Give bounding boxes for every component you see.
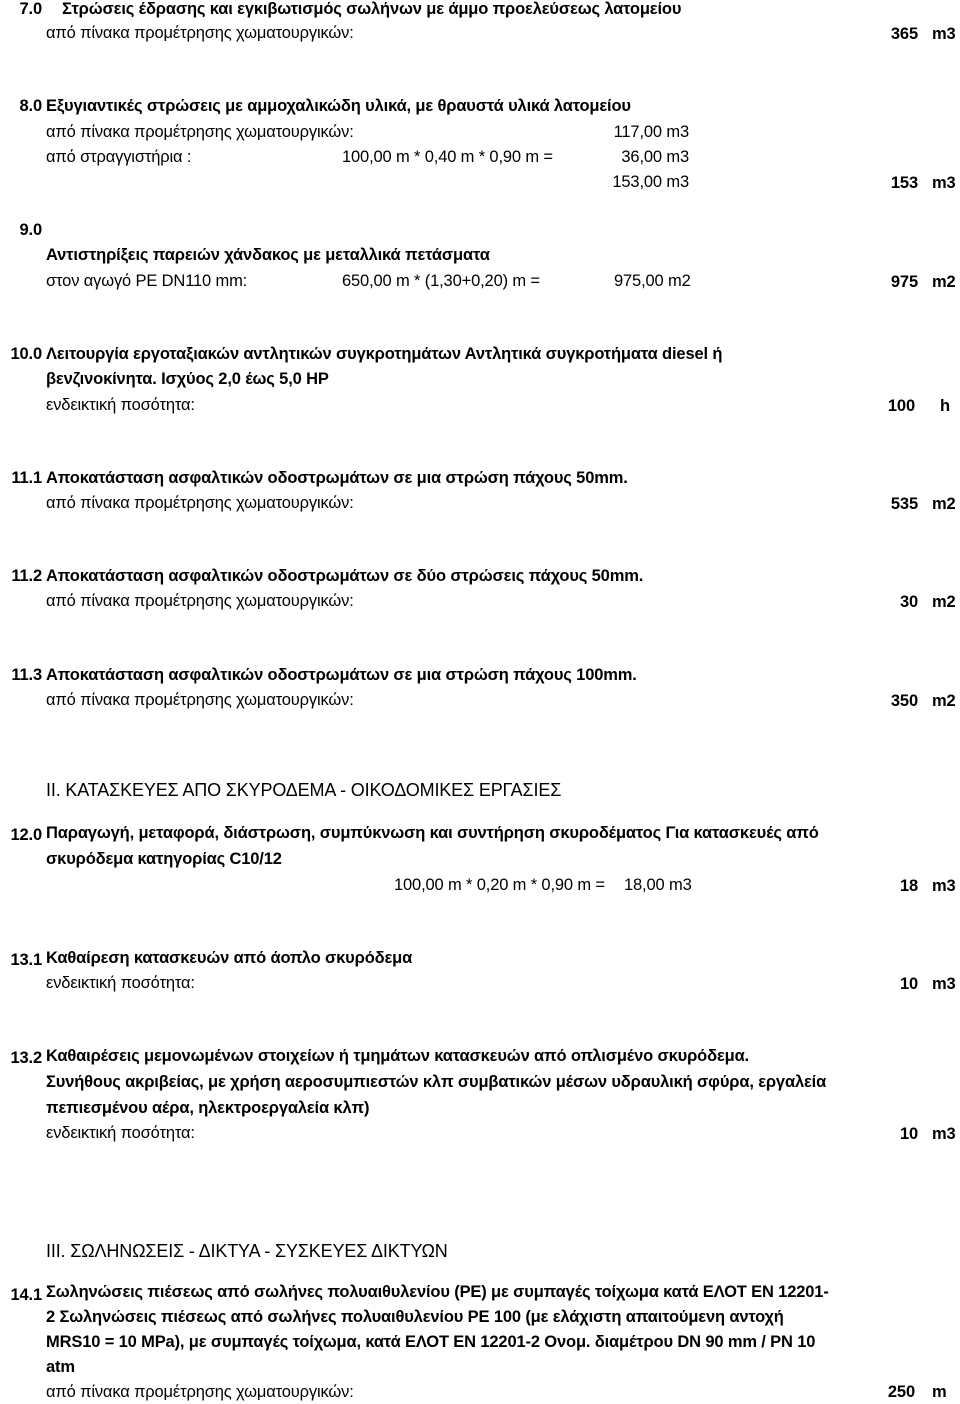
- item-title-line: atm: [46, 1358, 75, 1376]
- item-number: 11.1: [11, 469, 42, 487]
- item-detail: από πίνακα προμέτρησης χωματουργικών:: [46, 592, 354, 610]
- item-number: 12.0: [10, 826, 42, 844]
- item-detail: από πίνακα προμέτρησης χωματουργικών:: [46, 1383, 354, 1401]
- item-quantity: 100: [887, 397, 915, 415]
- calc-label: από στραγγιστήρια :: [46, 148, 192, 166]
- item-title-line: βενζινοκίνητα. Ισχύος 2,0 έως 5,0 HP: [46, 370, 329, 388]
- item-detail: ενδεικτική ποσότητα:: [46, 396, 195, 414]
- item-detail: στον αγωγό PE DN110 mm:: [46, 272, 248, 290]
- item-unit: m3: [932, 877, 956, 895]
- item-title: Αντιστηρίξεις παρειών χάνδακος με μεταλλικά πετάσματα: [46, 246, 490, 264]
- calc-value: 975,00 m2: [614, 272, 691, 290]
- item-unit: h: [940, 397, 950, 415]
- item-quantity: 10: [899, 975, 918, 993]
- calc-label: από πίνακα προμέτρησης χωματουργικών:: [46, 123, 354, 141]
- item-number: 14.1: [10, 1286, 42, 1304]
- item-title-line: Σωληνώσεις πιέσεως από σωλήνες πολυαιθυλενίου (PE) με συμπαγές τοίχωμα κατά ΕΛΟΤ ΕΝ 12201-: [46, 1283, 829, 1301]
- item-detail: από πίνακα προμέτρησης χωματουργικών:: [46, 691, 354, 709]
- calc-value: 18,00 m3: [624, 876, 692, 894]
- item-title: Εξυγιαντικές στρώσεις με αμμοχαλικώδη υλικά, με θραυστά υλικά λατομείου: [46, 97, 631, 115]
- item-quantity: 365: [890, 25, 918, 43]
- item-number: 7.0: [19, 0, 42, 18]
- item-title-line: 2 Σωληνώσεις πιέσεως από σωλήνες πολυαιθυλενίου PE 100 (με ελάχιστη απαιτούμενη αντοχή: [46, 1308, 784, 1326]
- item-number: 9.0: [19, 221, 42, 239]
- item-number: 11.3: [11, 666, 42, 684]
- calc-formula: 100,00 m * 0,20 m * 0,90 m =: [394, 876, 605, 894]
- item-title-line: MRS10 = 10 MPa), με συμπαγές τοίχωμα, κατά ΕΛΟΤ ΕΝ 12201-2 Ονομ. διαμέτρου DN 90 mm / PN 10: [46, 1333, 816, 1351]
- calc-formula: 650,00 m * (1,30+0,20) m =: [342, 272, 540, 290]
- item-detail: από πίνακα προμέτρησης χωματουργικών:: [46, 494, 354, 512]
- item-title-line: Λειτουργία εργοταξιακών αντλητικών συγκροτημάτων Αντλητικά συγκροτήματα diesel ή: [46, 345, 723, 363]
- item-title: Αποκατάσταση ασφαλτικών οδοστρωμάτων σε μια στρώση πάχους 100mm.: [46, 666, 637, 684]
- section-heading: III. ΣΩΛΗΝΩΣΕΙΣ - ΔΙΚΤΥΑ - ΣΥΣΚΕΥΕΣ ΔΙΚΤΥΩΝ: [46, 1241, 448, 1261]
- item-unit: m2: [932, 273, 956, 291]
- item-number: 10.0: [10, 345, 42, 363]
- item-title-line: Καθαιρέσεις μεμονωμένων στοιχείων ή τμημάτων κατασκευών από οπλισμένο σκυρόδεμα.: [46, 1047, 749, 1065]
- item-unit: m3: [932, 1125, 956, 1143]
- item-title: Στρώσεις έδρασης και εγκιβωτισμός σωλήνων με άμμο προελεύσεως λατομείου: [62, 0, 682, 18]
- item-unit: m3: [932, 975, 956, 993]
- item-unit: m3: [932, 174, 956, 192]
- item-quantity: 18: [899, 877, 918, 895]
- item-quantity: 350: [890, 692, 918, 710]
- item-unit: m2: [932, 692, 956, 710]
- item-detail: από πίνακα προμέτρησης χωματουργικών:: [46, 24, 354, 42]
- item-quantity: 975: [890, 273, 918, 291]
- calc-total: 153,00 m3: [612, 173, 689, 191]
- section-heading: II. ΚΑΤΑΣΚΕΥΕΣ ΑΠΟ ΣΚΥΡΟΔΕΜΑ - ΟΙΚΟΔΟΜΙΚΕΣ ΕΡΓΑΣΙΕΣ: [46, 780, 562, 800]
- item-title: Αποκατάσταση ασφαλτικών οδοστρωμάτων σε δύο στρώσεις πάχους 50mm.: [46, 567, 644, 585]
- item-detail: ενδεικτική ποσότητα:: [46, 974, 195, 992]
- item-number: 13.2: [10, 1049, 42, 1067]
- item-quantity: 250: [887, 1383, 915, 1401]
- item-number: 8.0: [19, 97, 42, 115]
- item-number: 11.2: [11, 567, 42, 585]
- calc-formula: 100,00 m * 0,40 m * 0,90 m =: [342, 148, 553, 166]
- item-title: Αποκατάσταση ασφαλτικών οδοστρωμάτων σε μια στρώση πάχους 50mm.: [46, 469, 628, 487]
- item-unit: m2: [932, 495, 956, 513]
- item-unit: m: [932, 1383, 947, 1401]
- calc-value: 117,00 m3: [613, 123, 689, 141]
- item-number: 13.1: [10, 951, 42, 969]
- item-title-line: πεπιεσμένου αέρα, ηλεκτροεργαλεία κλπ): [46, 1099, 370, 1117]
- item-quantity: 535: [890, 495, 918, 513]
- item-quantity: 153: [890, 174, 918, 192]
- item-title-line: Παραγωγή, μεταφορά, διάστρωση, συμπύκνωση και συντήρηση σκυροδέματος Για κατασκευές από: [46, 824, 819, 842]
- item-quantity: 30: [899, 593, 918, 611]
- item-title-line: Συνήθους ακριβείας, με χρήση αεροσυμπιεστών κλπ συμβατικών μέσων υδραυλική σφύρα, εργαλεία: [46, 1073, 827, 1091]
- item-unit: m3: [932, 25, 956, 43]
- item-quantity: 10: [899, 1125, 918, 1143]
- item-title: Καθαίρεση κατασκευών από άοπλο σκυρόδεμα: [46, 949, 413, 967]
- calc-value: 36,00 m3: [621, 148, 689, 166]
- item-unit: m2: [932, 593, 956, 611]
- item-detail: ενδεικτική ποσότητα:: [46, 1124, 195, 1142]
- item-title-line: σκυρόδεμα κατηγορίας C10/12: [46, 850, 282, 868]
